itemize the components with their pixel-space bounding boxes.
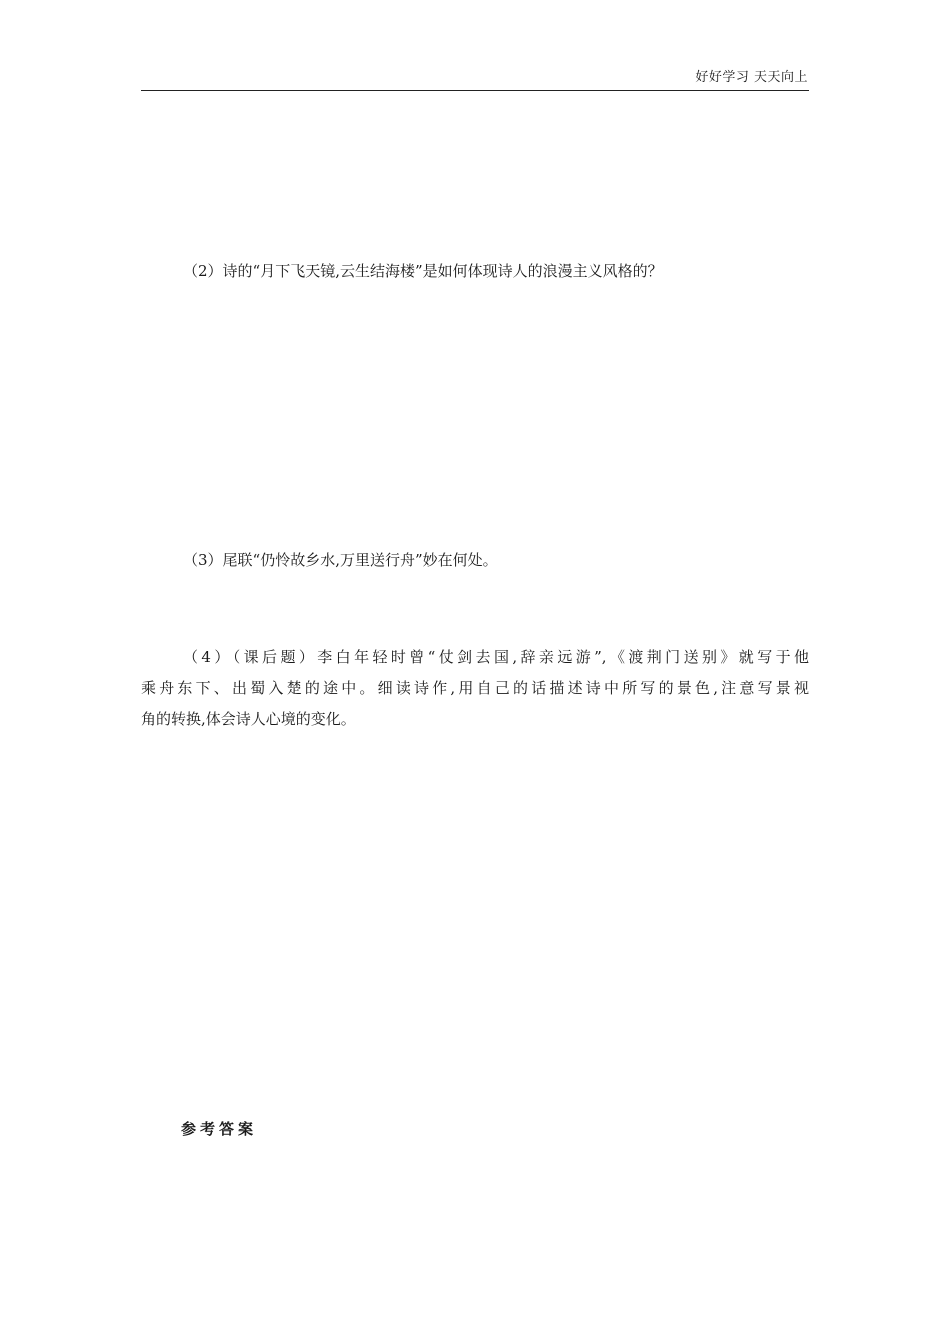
question-2: （2）诗的“月下飞天镜,云生结海楼”是如何体现诗人的浪漫主义风格的？ <box>183 262 663 280</box>
header-divider <box>141 90 809 91</box>
question-4-line-3: 角的转换,体会诗人心境的变化。 <box>141 710 356 728</box>
question-4-line-1: （4）（课后题）李白年轻时曾“仗剑去国,辞亲远游”,《渡荆门送别》就写于他 <box>183 648 809 666</box>
question-4 <box>141 642 809 735</box>
question-4-line-2: 乘舟东下、出蜀入楚的途中。细读诗作,用自己的话描述诗中所写的景色,注意写景视 <box>141 679 809 697</box>
header-slogan: 好好学习 天天向上 <box>695 70 808 85</box>
answer-section-title: 参考答案 <box>181 1120 258 1138</box>
question-3: （3）尾联“仍怜故乡水,万里送行舟”妙在何处。 <box>183 551 498 569</box>
